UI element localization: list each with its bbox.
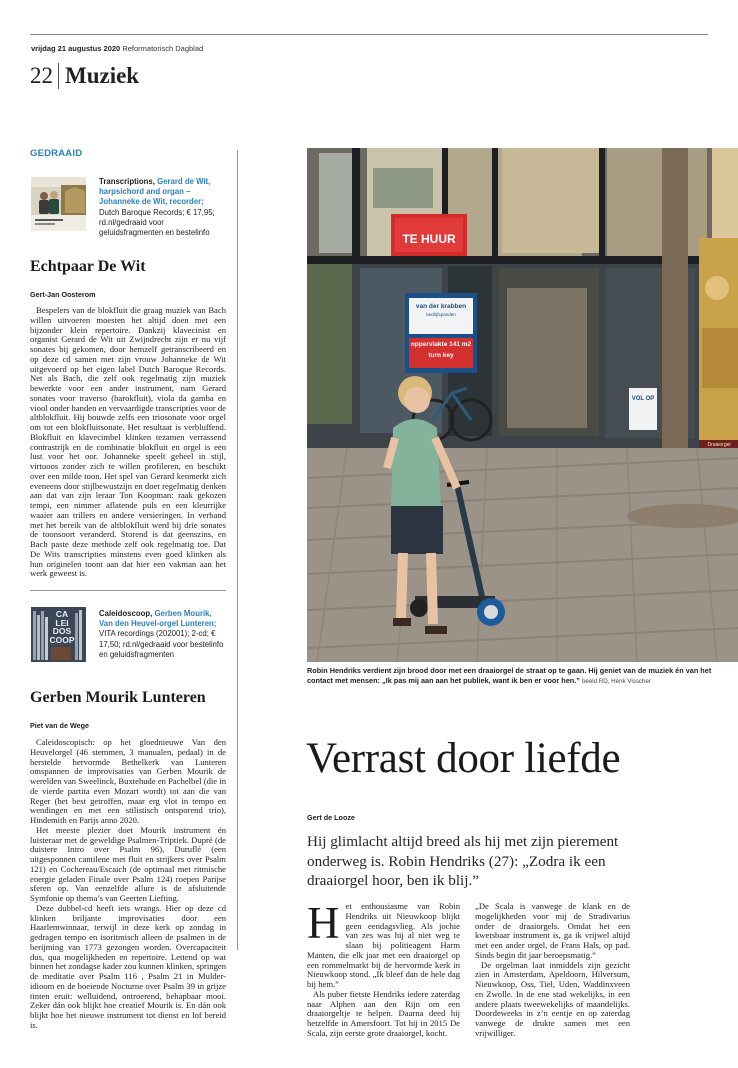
album-details: Dutch Baroque Records; € 17,95; rd.nl/gedraaid voor geluidsfragmenten en bestelinfo: [99, 207, 215, 238]
paragraph: et enthousiasme van Robin Hendriks uit Nieuwkoop blijkt geen eendagsvlieg. Als jochie van zes was hij al niet weg te slaan bij politieagent Harm Manten, die elk jaar met een draaiorgel op een rommelmarkt bij de hervormde kerk in Nieuwkoop stond. „Ik bleef dan de hele dag bij hem.”: [307, 901, 460, 989]
paragraph: Deze dubbel-cd heeft iets wrangs. Hier op deze cd klinken briljante improvisaties door een Haarlemwinnaar, terwijl in deze kerk op zondag in gedragen tempo en isoritmisch alleen de psalmen in de berijming van 1773 gezongen worden. Overcapaciteit dus, qua mogelijkheden en repertoire. Lettend op wat binnen het zondagse kader zou kunnen klinken, springen de meditatie over Psalm 116 , Psalm 21 in Mulder-idioom en de boeiende Nocturne over Psalm 39 in grijze tinten eruit: welluidend, ontroerend, behapbaar mooi. Zeker dán ook blijkt hoe creatief Mourik is. En dán ook blijkt hoe het nieuwe instrument tot dienst en lof bereid is.: [30, 902, 226, 1030]
column-divider: [237, 150, 238, 950]
album-performers: Gerben Mourik, Van den Heuvel-orgel Lunteren;: [99, 609, 217, 629]
sign-turnkey: turn key: [428, 352, 454, 359]
paragraph: Caleidoscopisch: op het gloednieuwe Van den Heuvelorgel (46 stemmen, 3 manualen, pedaal) in de herstelde hervormde Bethelkerk van Lunteren omspannen de improvisaties van Gerben Mourik de werelden van Sweelinck, Buxtehude en Pachelbel (die in de vierde partita even Mozart wordt) tot aan die van Reger (het best getroffen, maar erg vlot in tempo en wendingen en met een stilistisch ontsporend trio), Hindemith en Parijs anno 2020.: [30, 737, 226, 825]
rubric-label: GEDRAAID: [30, 148, 83, 159]
issue-date: vrijdag 21 augustus 2020: [31, 44, 121, 53]
review-body-2: [30, 738, 226, 1031]
album-performers: Gerard de Wit, harpsichord and organ – Johanneke de Wit, recorder;: [99, 177, 211, 207]
review-body-1: [30, 306, 226, 579]
paragraph: Bespelers van de blokfluit die graag muziek van Bach willen uitvoeren moesten het altijd doen met een bijzonder klein repertoire. Dankzij klavecinist en organist Gerard de Wit uit Zwijndrecht zijn er nu vijf sonates bij gekomen, door hemzelf getranscribeerd en op deze cd samen met zijn vrouw Johanneke de Wit uitgevoerd op het eigen label Dutch Baroque Records. Net als Bach, die zelf ook regelmatig zijn muziek bewerkte voor een ander instrument, nam Gerard sonates voor traverso (barokfluit), viola da gamba en viool onder handen en vervaardigde transcripties voor de altblokfluit. Hij bouwde zelfs een triosonate voor orgel om tot een blokfluitsonate. Het resultaat is verbluffend. Blokfluit en klavecimbel klinken tezamen verrassend contrastrijk en de combinatie blokfluit en orgel is een lust voor het oor. Johanneke speelt geheel in stijl, virtuoos zonder zich te willen profileren, en beschikt over een milde toon. Het spel van Gerard kenmerkt zich eveneens door stijlbewustzijn en doet regelmatig denken aan dat van zijn leraar Ton Koopman: raak gekozen tempi, een nimmer aflatende puls en een kleurrijke waaier aan trillers en andere versieringen. In verband met het bereik van de altblokfluit werd bij drie sonates de toonsoort veranderd. Storend is dat geenszins, en Bach paste deze methode zelf ook regelmatig toe. Dat De Wits transcripties minstens even goed klinken als hun originelen toont aan dat hier een vakman aan het werk geweest is.: [30, 305, 226, 579]
album-cover-caleidoscoop: [31, 607, 86, 662]
article-headline: Verrast door liefde: [306, 735, 621, 782]
page-header: [30, 60, 139, 92]
article-byline: Gert de Looze: [307, 813, 355, 822]
drop-cap: H: [307, 898, 340, 948]
article-intro: Hij glimlacht altijd breed als hij met zijn pierement onderweg is. Robin Hendriks (27): „Zodra ik een draaiorgel hoor, ben ik blij.”: [307, 833, 619, 889]
album-info-2: [99, 609, 226, 660]
dateline: [31, 44, 203, 53]
review-byline-1: Gert-Jan Oosterom: [30, 290, 96, 299]
caption-text: Robin Hendriks verdient zijn brood door met een draaiorgel de straat op te gaan. Hij geniet van de muziek én van het contact met mensen: „Ik pas mij aan aan het publiek, want ik ben er voor hen.”: [307, 666, 712, 685]
photo-credit: beeld RD, Henk Visscher: [581, 677, 651, 685]
paper-name: Reformatorisch Dagblad: [122, 44, 204, 53]
page-number: 22: [30, 63, 59, 89]
cover-title: CA LEI DOS COOP: [49, 609, 75, 645]
paragraph: Het meeste plezier doet Mourik instrument én luisteraar met de geweldige Psalmen-Triptiek. Dupré (de duistere Intro over Psalm 96), Duruflé (een uitgesponnen cantilene met fluit en strijkers over Psalm 121) en Cochereau/Escaich (de optimaal met ritmische energie geladen Finale over Psalm 124) roepen Parijse sferen op. Van eenzelfde allure is de afsluitende Symfonie op thema’s van Geerten Liefting.: [30, 824, 226, 903]
article-column-2: [475, 902, 630, 1039]
sign-company: van der krabben: [415, 303, 467, 310]
paragraph: „De Scala is vanwege de klank en de mogelijkheden voor mij de Stradivarius onder de draaiorgels. Omdat het een kwetsbaar instrument is, ga ik vrijwel altijd met een ander orgel, de Frans Hals, op pad. Sinds begin dit jaar beroepsmatig.”: [475, 901, 630, 960]
album-cover-transcriptions: [31, 177, 86, 231]
sign-company-sub: bedrijfspanden: [426, 312, 456, 317]
window-sticker: VOL OP: [631, 396, 655, 402]
main-photo: [307, 148, 738, 662]
photo-caption: [307, 666, 738, 686]
top-rule: [30, 34, 708, 35]
review-headline-1: Echtpaar De Wit: [30, 258, 146, 275]
album-details: VITA recordings (202001); 2-cd; € 17,50; rd.nl/gedraaid voor bestelinfo en geluidsfragmenten: [99, 629, 224, 659]
article-column-1: [307, 898, 460, 1039]
review-headline-2: Gerben Mourik Lunteren: [30, 689, 206, 706]
organ-label: Draaiorgel: [707, 442, 731, 448]
album-info-1: [99, 177, 226, 238]
section-title: Muziek: [65, 63, 140, 88]
album-title: Transcriptions,: [99, 177, 155, 186]
street-scene-illustration: [307, 148, 738, 662]
review-byline-2: Piet van de Wege: [30, 721, 89, 730]
paragraph: Als puber fietste Hendriks iedere zaterdag naar Alphen aan den Rijn om een draaiorgeltje te helpen. Daarna deed hij hetzelfde in Amersfoort. Tot hij in 2015 De Scala, zijn eerste grote draaiorgel, kocht.: [307, 988, 460, 1038]
sign-area: oppervlakte 141 m2: [410, 341, 472, 348]
paragraph: De orgelman laat inmiddels zijn gezicht zien in Amsterdam, Apeldoorn, Hilversum, Nieuwkoop, Oss, Tiel, Uden, Waddinxveen en Zwolle. In de ene stad wekelijks, in een andere plaats tweewekelijks of maandelijks. Doordeweeks in z’n eentje en op zaterdag vanwege de drukte samen met een vrijwilliger.: [475, 959, 630, 1038]
album-cover-art: [31, 177, 86, 231]
album-title: Caleidoscoop,: [99, 609, 153, 618]
sign-te-huur: TE HUUR: [402, 232, 456, 246]
review-separator: [30, 590, 226, 591]
